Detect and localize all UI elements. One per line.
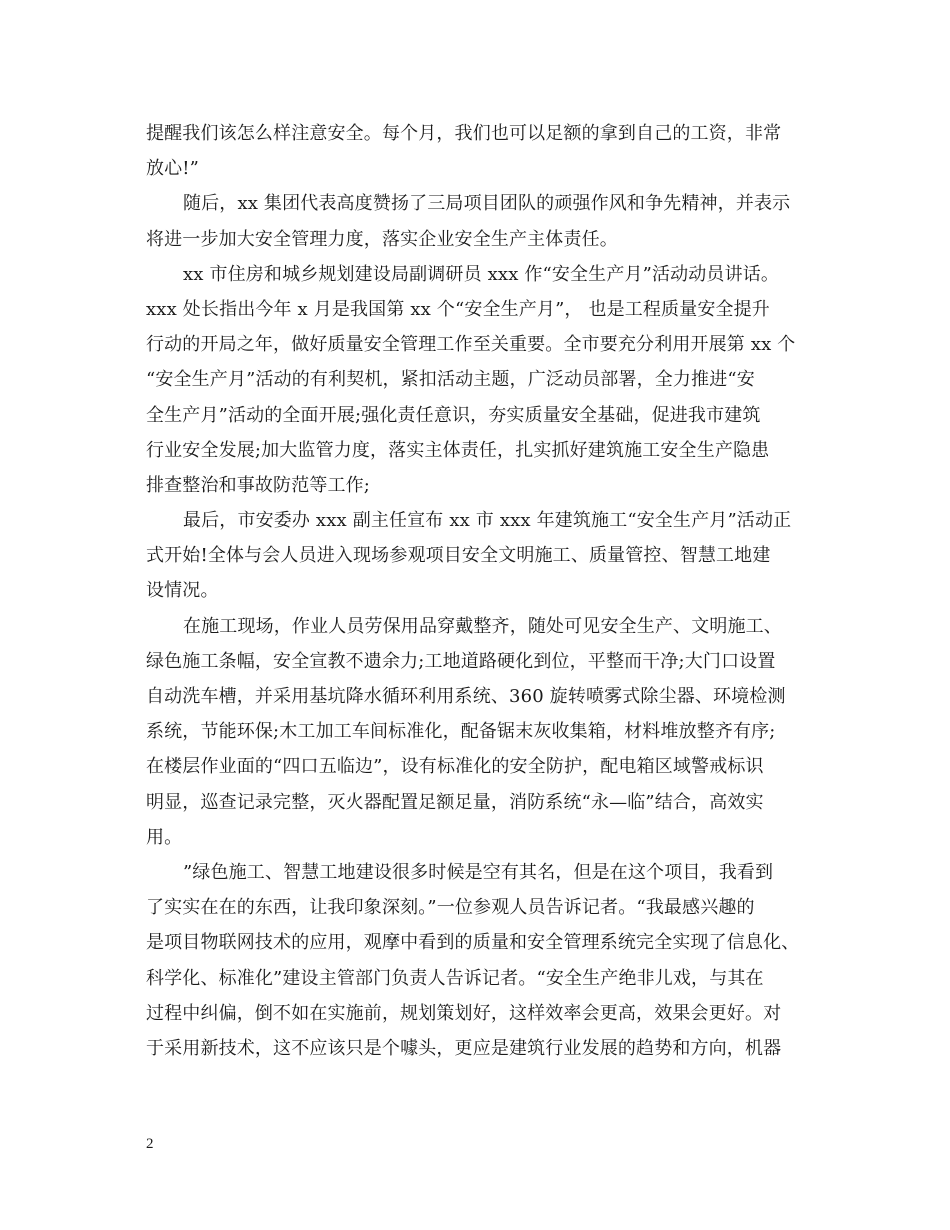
- text-line: 最后，市安委办 xxx 副主任宣布 xx 市 xxx 年建筑施工“安全生产月”活动正: [183, 510, 792, 532]
- text-line: 自动洗车槽，并采用基坑降水循环利用系统、360 旋转喷雾式除尘器、环境检测: [146, 686, 786, 707]
- text-line: 排查整治和事故防范等工作;: [146, 474, 371, 496]
- text-line: ”绿色施工、智慧工地建设很多时候是空有其名，但是在这个项目，我看到: [183, 861, 774, 883]
- text-line: 是项目物联网技术的应用，观摩中看到的质量和安全管理系统完全实现了信息化、: [146, 932, 800, 954]
- text-line: 随后，xx 集团代表高度赞扬了三局项目团队的顽强作风和争先精神，并表示: [183, 193, 791, 215]
- text-line: 放心!”: [146, 158, 200, 180]
- text-line: 将进一步加大安全管理力度，落实企业安全生产主体责任。: [146, 228, 618, 250]
- text-line: 了实实在在的东西，让我印象深刻。”一位参观人员告诉记者。“我最感兴趣的: [146, 897, 755, 919]
- text-line: 用。: [146, 826, 183, 848]
- text-line: 过程中纠偏，倒不如在实施前，规划策划好，这样效率会更高，效果会更好。对: [146, 1002, 782, 1024]
- body-text: [146, 116, 816, 1066]
- text-line: 提醒我们该怎么样注意安全。每个月，我们也可以足额的拿到自己的工资，非常: [146, 123, 782, 144]
- text-line: xx 市住房和城乡规划建设局副调研员 xxx 作“安全生产月”活动动员讲话。: [183, 263, 780, 285]
- text-line: 全生产月”活动的全面开展;强化责任意识，夯实质量安全基础，促进我市建筑: [146, 404, 761, 426]
- text-line: 绿色施工条幅，安全宣教不遗余力;工地道路硬化到位，平整而干净;大门口设置: [146, 650, 776, 672]
- text-line: 式开始!全体与会人员进入现场参观项目安全文明施工、质量管控、智慧工地建: [146, 545, 771, 567]
- text-line: “安全生产月”活动的有利契机，紧扣活动主题，广泛动员部署，全力推进“安: [146, 369, 755, 391]
- text-line: 系统，节能环保;木工加工车间标准化，配备锯末灰收集箱，材料堆放整齐有序;: [146, 721, 776, 743]
- text-line: 于采用新技术，这不应该只是个噱头，更应是建筑行业发展的趋势和方向，机器: [146, 1037, 782, 1059]
- page-number: 2: [146, 1136, 154, 1152]
- text-line: 行业安全发展;加大监管力度，落实主体责任，扎实抓好建筑施工安全生产隐患: [146, 439, 770, 461]
- text-line: 在楼层作业面的“四口五临边”，设有标准化的安全防护，配电箱区域警戒标识: [146, 756, 764, 778]
- text-line: 行动的开局之年，做好质量安全管理工作至关重要。全市要充分利用开展第 xx 个: [146, 334, 796, 356]
- text-line: 科学化、标准化”建设主管部门负责人告诉记者。“安全生产绝非儿戏，与其在: [146, 967, 764, 989]
- text-line: 明显，巡查记录完整，灭火器配置足额足量，消防系统“永—临”结合，高效实: [146, 791, 764, 813]
- text-line: xxx 处长指出今年 x 月是我国第 xx 个“安全生产月”， 也是工程质量安全提升: [146, 298, 770, 320]
- text-line: 设情况。: [146, 580, 219, 602]
- text-line: 在施工现场，作业人员劳保用品穿戴整齐，随处可见安全生产、文明施工、: [183, 615, 782, 637]
